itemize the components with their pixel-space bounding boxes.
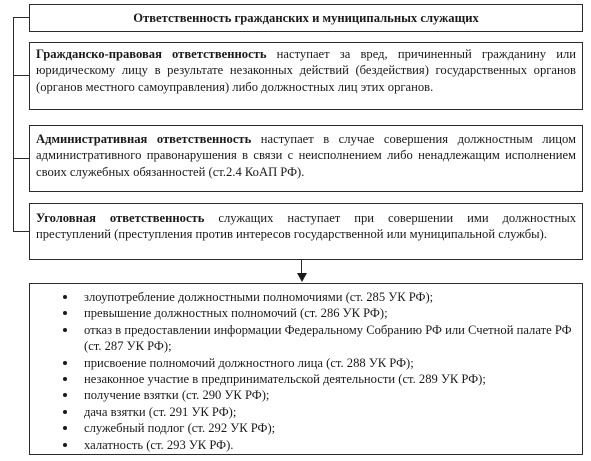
bullet-icon (63, 410, 67, 414)
connector-title (13, 17, 29, 18)
bullet-icon (63, 443, 67, 447)
bullet-icon (63, 426, 67, 430)
connector-block-1 (13, 75, 29, 76)
bullet-icon (63, 295, 67, 299)
list-item: злоупотребление должностными полномочиями (ст. 285 УК РФ); (40, 289, 576, 305)
criminal-liability-block (29, 203, 583, 260)
list-item-continuation: (ст. 287 УК РФ); (84, 339, 172, 354)
criminal-liability-term: Уголовная ответственность (36, 211, 205, 225)
bullet-icon (63, 328, 67, 332)
civil-liability-term: Гражданско-правовая ответственность (36, 47, 267, 61)
civil-liability-text: наступает за вред, причиненный гражданину или юридическому лицу в результате незаконных действий (бездействия) государственных органов (органов местного самоуправления) либо должностных лиц этих органов. (36, 47, 576, 94)
arrow-shaft (301, 260, 302, 274)
connector-block-3 (13, 231, 29, 232)
diagram-title-text: Ответственность гражданских и муниципальных служащих (133, 10, 479, 25)
official-crimes-list (40, 289, 576, 453)
official-crimes-list-box (29, 283, 583, 455)
connector-vertical-line (13, 17, 14, 232)
list-item: превышение должностных полномочий (ст. 286 УК РФ); (40, 305, 576, 321)
bullet-icon (63, 393, 67, 397)
diagram-title (29, 4, 583, 32)
administrative-liability-text: наступает в случае совершения должностным лицом административного правонарушения в связи с неисполнением либо ненадлежащим исполнением своих служебных обязанностей (ст.2.4 КоАП РФ). (36, 132, 576, 179)
list-item: присвоение полномочий должностного лица (ст. 288 УК РФ); (40, 355, 576, 371)
down-arrow-icon (297, 273, 307, 282)
connector-block-2 (13, 158, 29, 159)
list-item: получение взятки (ст. 290 УК РФ); (40, 387, 576, 403)
list-item: незаконное участие в предпринимательской деятельности (ст. 289 УК РФ); (40, 371, 576, 387)
list-item: дача взятки (ст. 291 УК РФ); (40, 404, 576, 420)
list-item: служебный подлог (ст. 292 УК РФ); (40, 420, 576, 436)
administrative-liability-block (29, 125, 583, 192)
criminal-liability-text: служащих наступает при совершении ими должностных преступлений (преступления против интересов государственной или муниципальной службы). (36, 211, 576, 242)
bullet-icon (63, 311, 67, 315)
civil-liability-block (29, 42, 583, 110)
administrative-liability-term: Административная ответственность (36, 132, 252, 146)
bullet-icon (63, 377, 67, 381)
bullet-icon (63, 361, 67, 365)
list-item: халатность (ст. 293 УК РФ). (40, 437, 576, 453)
list-item: отказ в предоставлении информации Федеральному Собранию РФ или Счетной палате РФ (40, 322, 576, 338)
